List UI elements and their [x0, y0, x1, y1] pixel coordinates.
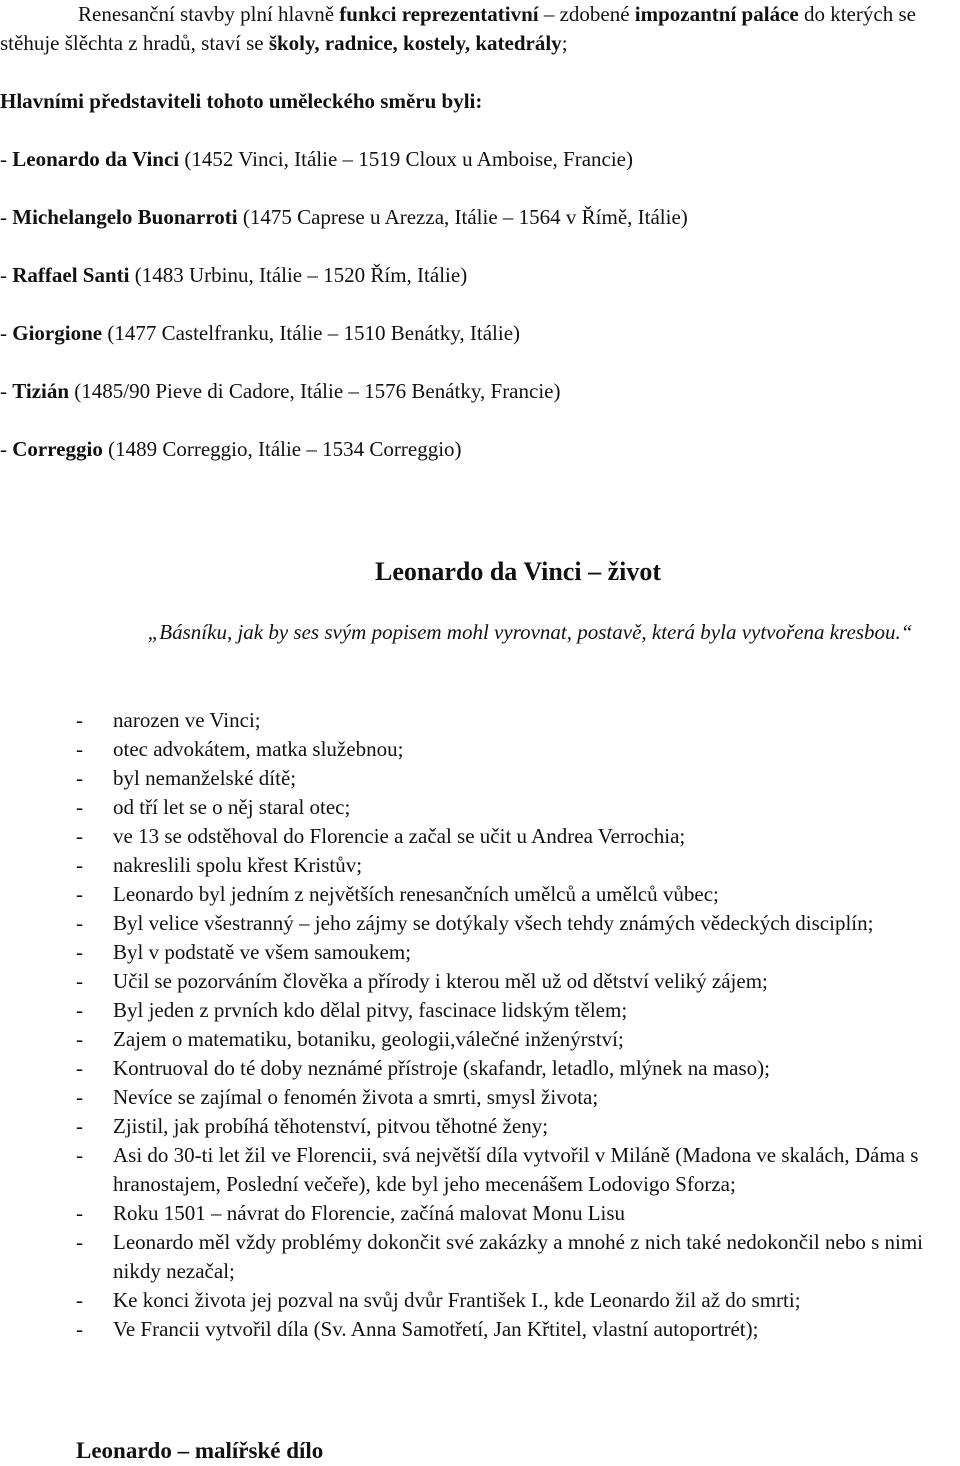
list-item-text: Ke konci života jej pozval na svůj dvůr František I., kde Leonardo žil až do smrti; — [113, 1288, 801, 1312]
text-run: ; — [561, 31, 568, 55]
list-item-text: Zjistil, jak probíhá těhotenství, pitvou těhotné ženy; — [113, 1114, 549, 1138]
dash: - — [0, 147, 13, 171]
artist-detail: (1489 Correggio, Itálie – 1534 Correggio) — [102, 437, 462, 461]
section-heading-works: Leonardo – malířské dílo — [76, 1438, 324, 1463]
list-item — [0, 938, 960, 967]
dash: - — [0, 263, 13, 287]
artist-name: Michelangelo Buonarroti — [12, 205, 238, 229]
artist-line — [0, 261, 958, 290]
dash: - — [76, 1143, 83, 1167]
list-item-text: od tří let se o něj staral otec; — [113, 795, 351, 819]
artist-detail: (1452 Vinci, Itálie – 1519 Cloux u Amboise, Francie) — [179, 147, 633, 171]
list-item-text: Byl velice všestranný – jeho zájmy se dotýkaly všech tehdy známých vědeckých disciplín; — [113, 911, 874, 935]
list-item — [0, 822, 960, 851]
dash: - — [0, 321, 13, 345]
list-item — [0, 1199, 960, 1228]
text-run: Renesanční stavby plní hlavně — [78, 2, 340, 26]
dash: - — [0, 437, 13, 461]
list-item-text: Nevíce se zajímal o fenomén života a smrti, smysl života; — [113, 1085, 599, 1109]
text-run: do kterých se stěhuje šlěchta z hradů, staví se — [0, 2, 916, 55]
artist-detail: (1475 Caprese u Arezza, Itálie – 1564 v Římě, Itálie) — [237, 205, 688, 229]
artist-line — [0, 319, 958, 348]
list-item — [0, 996, 960, 1025]
list-item-text: Ve Francii vytvořil díla (Sv. Anna Samotřetí, Jan Křtitel, vlastní autoportrét); — [113, 1317, 759, 1341]
dash: - — [76, 1085, 83, 1109]
list-item-text: Byl jeden z prvních kdo dělal pitvy, fascinace lidským tělem; — [113, 998, 628, 1022]
dash: - — [76, 1288, 83, 1312]
list-item — [0, 706, 960, 735]
artist-name: Correggio — [12, 437, 103, 461]
dash: - — [76, 882, 83, 906]
artist-detail: (1485/90 Pieve di Cadore, Itálie – 1576 Benátky, Francie) — [69, 379, 561, 403]
dash: - — [76, 1317, 83, 1341]
list-item-text: Roku 1501 – návrat do Florencie, začíná malovat Monu Lisu — [113, 1201, 626, 1225]
list-item — [0, 1286, 960, 1315]
list-item-text: Zajem o matematiku, botaniku, geologii,válečné inženýrství; — [113, 1027, 624, 1051]
dash: - — [76, 1230, 83, 1254]
dash: - — [76, 940, 83, 964]
dash: - — [76, 969, 83, 993]
bold-run: školy, radnice, kostely, katedrály — [268, 31, 562, 55]
artist-line — [0, 203, 958, 232]
list-item-text: Kontruoval do té doby neznámé přístroje (skafandr, letadlo, mlýnek na maso); — [113, 1056, 770, 1080]
list-item-text: Byl v podstatě ve všem samoukem; — [113, 940, 412, 964]
dash: - — [76, 1027, 83, 1051]
text-run: – zdobené — [538, 2, 635, 26]
artist-line — [0, 435, 958, 464]
list-item-text: Leonardo měl vždy problémy dokončit své zakázky a mnohé z nich také nedokončil nebo s nimi nikdy nezačal; — [113, 1230, 924, 1283]
list-item — [0, 764, 960, 793]
dash: - — [76, 708, 83, 732]
artists-intro-line — [0, 87, 958, 116]
intro-section — [0, 0, 958, 464]
dash: - — [76, 766, 83, 790]
dash: - — [76, 737, 83, 761]
list-item — [0, 1083, 960, 1112]
list-item — [0, 735, 960, 764]
list-item — [0, 1025, 960, 1054]
dash: - — [0, 205, 13, 229]
artist-detail: (1477 Castelfranku, Itálie – 1510 Benátky, Itálie) — [102, 321, 521, 345]
artist-line — [0, 377, 958, 406]
dash: - — [76, 824, 83, 848]
list-item — [0, 1228, 960, 1286]
artist-detail: (1483 Urbinu, Itálie – 1520 Řím, Itálie) — [129, 263, 468, 287]
list-item — [0, 909, 960, 938]
dash: - — [76, 1056, 83, 1080]
list-item-text: narozen ve Vinci; — [113, 708, 261, 732]
list-item — [0, 793, 960, 822]
dash: - — [0, 379, 13, 403]
artist-name: Tizián — [12, 379, 70, 403]
list-item — [0, 880, 960, 909]
artist-line — [0, 145, 958, 174]
list-item — [0, 1112, 960, 1141]
dash: - — [76, 998, 83, 1022]
dash: - — [76, 853, 83, 877]
list-item-text: nakreslili spolu křest Kristův; — [113, 853, 363, 877]
list-item-text: Učil se pozorváním člověka a přírody i kterou měl už od dětství veliký zájem; — [113, 969, 768, 993]
dash: - — [76, 795, 83, 819]
bold-run: funkci reprezentativní — [339, 2, 539, 26]
artists-intro-text: Hlavními představiteli tohoto uměleckého směru byli: — [0, 89, 483, 113]
list-item-text: byl nemanželské dítě; — [113, 766, 297, 790]
life-facts-list — [0, 706, 960, 1344]
artist-name: Giorgione — [12, 321, 103, 345]
list-item-text: Asi do 30-ti let žil ve Florencii, svá největší díla vytvořil v Miláně (Madona ve skalách, Dáma s hranostajem, Poslední večeře), kde byl jeho mecenášem Lodovigo Sforza; — [113, 1143, 919, 1196]
section-heading-life: Leonardo da Vinci – život — [374, 557, 661, 586]
list-item — [0, 851, 960, 880]
bold-run: impozantní paláce — [634, 2, 799, 26]
dash: - — [76, 1201, 83, 1225]
list-item — [0, 1315, 960, 1344]
list-item-text: Leonardo byl jedním z největších renesančních umělců a umělců vůbec; — [113, 882, 719, 906]
quote: „Básníku, jak by ses svým popisem mohl vyrovnat, postavě, která byla vytvořena kresbou.“ — [147, 620, 913, 644]
list-item — [0, 1141, 960, 1199]
dash: - — [76, 911, 83, 935]
artist-name: Leonardo da Vinci — [12, 147, 180, 171]
dash: - — [76, 1114, 83, 1138]
artist-name: Raffael Santi — [12, 263, 130, 287]
list-item-text: otec advokátem, matka služebnou; — [113, 737, 404, 761]
list-item — [0, 967, 960, 996]
list-item — [0, 1054, 960, 1083]
list-item-text: ve 13 se odstěhoval do Florencie a začal se učit u Andrea Verrochia; — [113, 824, 686, 848]
intro-paragraph — [0, 0, 958, 58]
